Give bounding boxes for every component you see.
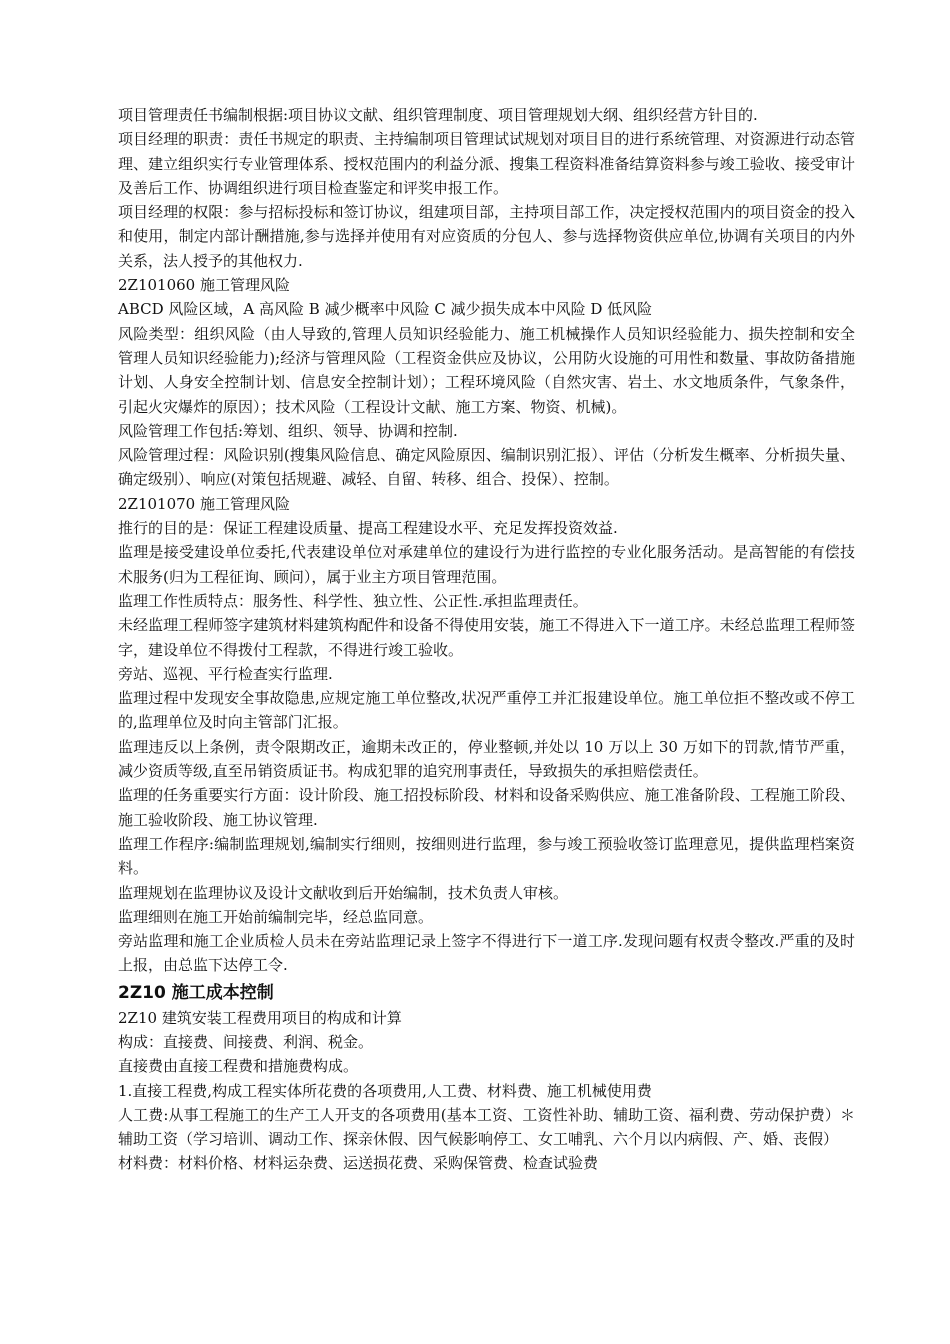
section-heading-cost-control: 2Z10 施工成本控制	[118, 982, 274, 1003]
subheading-2z101060: 2Z101060 施工管理风险	[118, 276, 290, 295]
paragraph-violation-penalties: 监理违反以上条例，责令限期改正，逾期未改正的，停业整顿,并处以 10 万以上 30 万如下的罚款,情节严重，减少资质等级,直至吊销资质证书。构成犯罪的追究刑事责任，导致损失的承担赔偿责任。	[118, 737, 855, 781]
paragraph-composition: 构成：直接费、间接费、利润、税金。	[118, 1032, 374, 1051]
paragraph-supervision-nature: 监理工作性质特点：服务性、科学性、独立性、公正性.承担监理责任。	[118, 591, 588, 610]
paragraph-risk-management-process: 风险管理过程：风险识别(搜集风险信息、确定风险原因、编制识别汇报）、评估（分析发生概率、分析损失量、确定级别）、响应(对策包括规避、减轻、自留、转移、组合、投保）、控制。	[118, 446, 855, 489]
paragraph-responsibility-basis: 项目管理责任书编制根据:项目协议文献、组织管理制度、项目管理规划大纲、组织经营方针目的.	[118, 106, 758, 124]
paragraph-risk-zones: ABCD 风险区域，A 高风险 B 减少概率中风险 C 减少损失成本中风险 D 低风险	[118, 300, 653, 319]
paragraph-supervision-purpose: 推行的目的是：保证工程建设质量、提高工程建设水平、充足发挥投资效益.	[118, 519, 618, 538]
paragraph-labor-costs: 人工费:从事工程施工的生产工人开支的各项费用(基本工资、工资性补助、辅助工资、福利费、劳动保护费）＊辅助工资（学习培训、调动工作、探亲休假、因气候影响停工、女工哺乳、六个月以内病假、产、婚、丧假）	[118, 1105, 855, 1149]
paragraph-direct-costs: 直接费由直接工程费和措施费构成。	[118, 1057, 359, 1076]
paragraph-risk-management-work: 风险管理工作包括:筹划、组织、领导、协调和控制.	[118, 421, 458, 440]
paragraph-manager-authority: 项目经理的权限：参与招标投标和签订协议，组建项目部，主持项目部工作，决定授权范围内的项目资金的投入和使用，制定内部计酬措施,参与选择并使用有对应资质的分包人、参与选择物资供应单位,协调有关项目的内外关系，法人授予的其他权力.	[118, 203, 855, 270]
paragraph-risk-types: 风险类型：组织风险（由人导致的,管理人员知识经验能力、施工机械操作人员知识经验能力、损失控制和安全管理人员知识经验能力);经济与管理风险（工程资金供应及协议，公用防火设施的可用性和数量、事故防备措施计划、人身安全控制计划、信息安全控制计划）；工程环境风险（自然灾害、岩土、水文地质条件，气象条件，引起火灾爆炸的原因）；技术风险（工程设计文献、施工方案、物资、机械)。	[118, 324, 855, 416]
paragraph-supervision-definition: 监理是接受建设单位委托,代表建设单位对承建单位的建设行为进行监控的专业化服务活动。是高智能的有偿技术服务(归为工程征询、顾问），属于业主方项目管理范围。	[118, 543, 855, 586]
paragraph-supervision-tasks: 监理的任务重要实行方面：设计阶段、施工招投标阶段、材料和设备采购供应、施工准备阶段、工程施工阶段、施工验收阶段、施工协议管理.	[118, 786, 855, 829]
subheading-fee-composition: 2Z10 建筑安装工程费用项目的构成和计算	[118, 1008, 402, 1027]
subheading-2z101070: 2Z101070 施工管理风险	[118, 494, 290, 513]
paragraph-supervision-plan: 监理规划在监理协议及设计文献收到后开始编制，技术负责人审核。	[118, 883, 569, 902]
paragraph-supervision-procedure: 监理工作程序:编制监理规划,编制实行细则，按细则进行监理，参与竣工预验收签订监理意见，提供监理档案资料。	[118, 834, 855, 878]
paragraph-material-costs: 材料费：材料价格、材料运杂费、运送损花费、采购保管费、检查试验费	[118, 1154, 599, 1173]
paragraph-site-supervision: 旁站监理和施工企业质检人员未在旁站监理记录上签字不得进行下一道工序.发现问题有权责令整改.严重的及时上报，由总监下达停工令.	[118, 932, 855, 975]
paragraph-supervision-methods: 旁站、巡视、平行检查实行监理.	[118, 664, 333, 683]
paragraph-safety-hazards: 监理过程中发现安全事故隐患,应规定施工单位整改,状况严重停工并汇报建设单位。施工单位拒不整改或不停工的,监理单位及时向主管部门汇报。	[118, 689, 855, 732]
document-page	[118, 103, 855, 1176]
paragraph-direct-engineering-costs: 1.直接工程费,构成工程实体所花费的各项费用,人工费、材料费、施工机械使用费	[118, 1081, 652, 1100]
paragraph-supervision-rules: 监理细则在施工开始前编制完毕，经总监同意。	[118, 907, 434, 926]
paragraph-manager-duties: 项目经理的职责：责任书规定的职责、主持编制项目管理试试规划对项目目的进行系统管理、对资源进行动态管理、建立组织实行专业管理体系、授权范围内的利益分派、搜集工程资料准备结算资料参与竣工验收、接受审计及善后工作、协调组织进行项目检查鉴定和评奖申报工作。	[118, 130, 855, 197]
paragraph-engineer-signature: 未经监理工程师签字建筑材料建筑构配件和设备不得使用安装，施工不得进入下一道工序。未经总监理工程师签字，建设单位不得拨付工程款，不得进行竣工验收。	[118, 616, 855, 659]
